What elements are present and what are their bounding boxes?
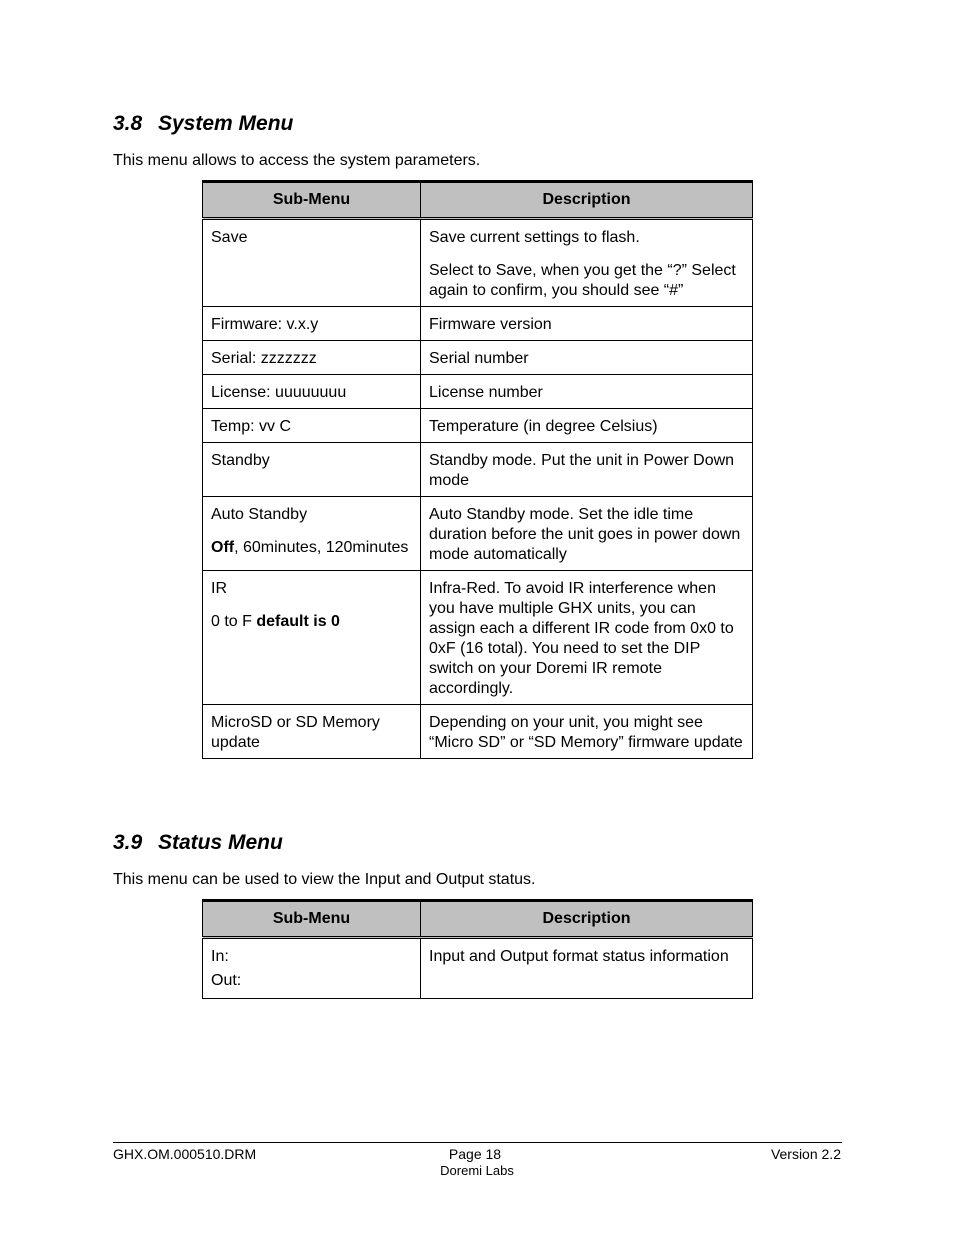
footer-version: Version 2.2	[770, 1146, 841, 1162]
footer-company: Doremi Labs	[440, 1163, 514, 1178]
section-heading-status-menu	[113, 831, 283, 855]
description-cell	[421, 705, 753, 759]
submenu-label: Standby	[211, 452, 270, 469]
column-header-submenu: Sub-Menu	[203, 182, 421, 219]
submenu-cell	[203, 307, 421, 341]
submenu-cell	[203, 938, 421, 999]
description-cell	[421, 571, 753, 705]
description-text: License number	[429, 384, 543, 401]
table-header-row	[203, 182, 753, 219]
description-text: Input and Output format status information	[429, 948, 729, 965]
description-text: Depending on your unit, you might see “Micro SD” or “SD Memory” firmware update	[429, 714, 743, 751]
description-cell	[421, 219, 753, 307]
submenu-label: MicroSD or SD Memory update	[211, 714, 380, 751]
section-title: System Menu	[158, 112, 294, 135]
submenu-label: License: uuuuuuuu	[211, 384, 347, 401]
description-text: Auto Standby mode. Set the idle time duration before the unit goes in power down mode automatically	[429, 506, 741, 563]
description-cell	[421, 409, 753, 443]
footer-page-number: Page 18	[448, 1146, 502, 1162]
table-row	[203, 409, 753, 443]
other-options: , 60minutes, 120minutes	[234, 539, 409, 556]
submenu-label: Auto Standby	[211, 506, 308, 523]
option-range: 0 to F	[211, 613, 257, 630]
description-text: Serial number	[429, 350, 529, 367]
column-header-description: Description	[421, 901, 753, 938]
submenu-label: Serial: zzzzzzz	[211, 350, 317, 367]
description-text: Select to Save, when you get the “?” Select again to confirm, you should see “#”	[429, 262, 736, 299]
section-number: 3.9	[113, 831, 143, 854]
table-row	[203, 375, 753, 409]
submenu-label: Firmware: v.x.y	[211, 316, 319, 333]
submenu-cell	[203, 375, 421, 409]
table-row	[203, 219, 753, 307]
submenu-cell	[203, 497, 421, 571]
submenu-label: Save	[211, 229, 248, 246]
description-cell	[421, 341, 753, 375]
table-row	[203, 571, 753, 705]
section-intro: This menu can be used to view the Input and Output status.	[113, 871, 536, 888]
table-header-row	[203, 901, 753, 938]
submenu-label: Out:	[211, 972, 242, 989]
footer-divider	[113, 1142, 842, 1143]
description-text: Standby mode. Put the unit in Power Down mode	[429, 452, 735, 489]
submenu-label: In:	[211, 948, 229, 965]
description-text: Temperature (in degree Celsius)	[429, 418, 658, 435]
table-row	[203, 443, 753, 497]
description-cell	[421, 307, 753, 341]
description-text: Infra-Red. To avoid IR interference when you have multiple GHX units, you can assign each a different IR code from 0x0 to 0xF (16 total). You need to set the DIP switch on your Doremi IR remote accordingly.	[429, 580, 734, 697]
submenu-label: Temp: vv C	[211, 418, 292, 435]
default-option: default is 0	[256, 613, 340, 630]
section-intro: This menu allows to access the system parameters.	[113, 152, 481, 169]
section-number: 3.8	[113, 112, 143, 135]
submenu-options	[211, 612, 412, 632]
status-menu-table	[202, 899, 753, 999]
submenu-cell	[203, 443, 421, 497]
table-row	[203, 497, 753, 571]
default-option: Off	[211, 539, 235, 556]
table-row	[203, 705, 753, 759]
submenu-cell	[203, 219, 421, 307]
submenu-cell	[203, 341, 421, 375]
submenu-label: IR	[211, 580, 227, 597]
description-cell	[421, 443, 753, 497]
submenu-cell	[203, 571, 421, 705]
section-title: Status Menu	[158, 831, 283, 854]
column-header-submenu: Sub-Menu	[203, 901, 421, 938]
description-text: Save current settings to flash.	[429, 229, 640, 246]
description-text: Firmware version	[429, 316, 552, 333]
description-cell	[421, 375, 753, 409]
table-row	[203, 938, 753, 999]
description-cell	[421, 497, 753, 571]
table-row	[203, 307, 753, 341]
table-row	[203, 341, 753, 375]
column-header-description: Description	[421, 182, 753, 219]
submenu-options	[211, 538, 412, 558]
footer-doc-id: GHX.OM.000510.DRM	[113, 1146, 257, 1162]
submenu-cell	[203, 409, 421, 443]
description-cell	[421, 938, 753, 999]
section-heading-system-menu	[113, 112, 293, 136]
system-menu-table	[202, 180, 753, 759]
submenu-cell	[203, 705, 421, 759]
